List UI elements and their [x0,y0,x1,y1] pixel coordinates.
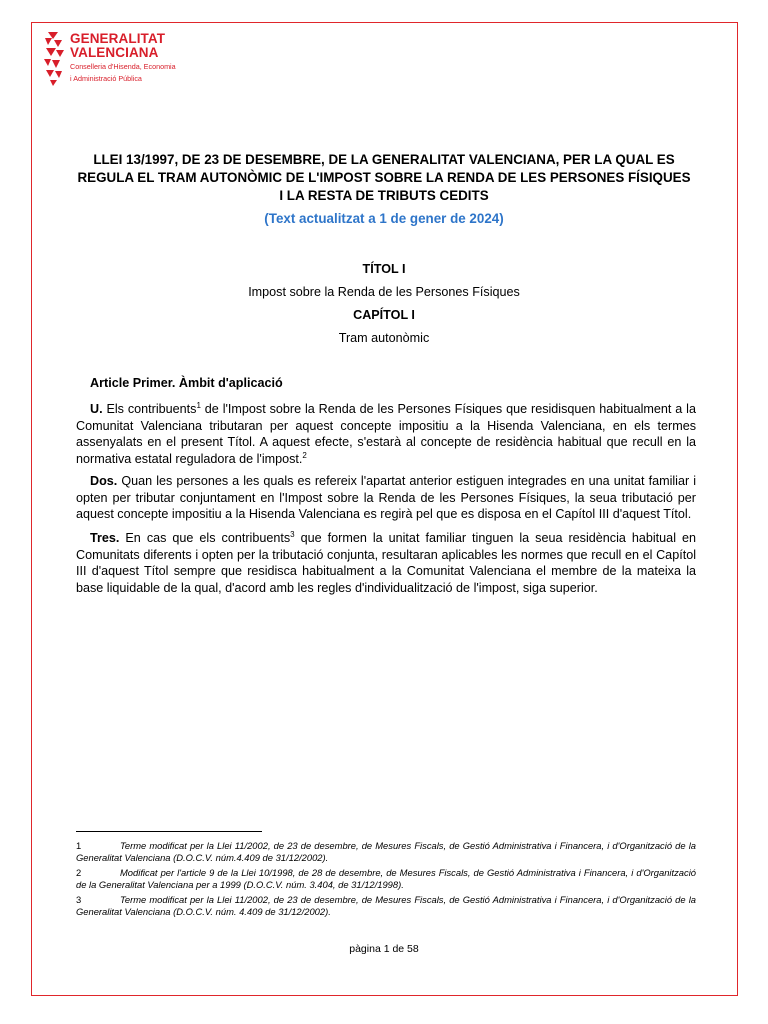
paragraph-tres [76,530,696,596]
org-name-line1: GENERALITAT [70,31,166,46]
footnote-ref[interactable]: 2 [302,450,307,460]
footnote-ref[interactable]: 3 [290,529,295,539]
paragraph-text: de l'Impost sobre la Renda de les Persones Físiques que residisquen habitualment a la Comunitat Valenciana tributaran per aquest concepte impositiu a la Hisenda Valenciana, en els termes assenyalats en el present Títol. A aquest efecte, s'estarà al concepte de residència habitual que recull en la normativa estatal reguladora de l'impost. [76,402,696,466]
paragraph-text: Quan les persones a les quals es refereix l'apartat anterior estiguen integrades en una unitat familiar i opten per tributar conjuntament en l'Impost sobre la Renda de les Persones Físiques, la seua tributació per aquest concepte impositiu a la Hisenda Valenciana es regirà pel que es disposa en el Capítol III d'aquest Títol. [76,474,696,521]
paragraph-label: U. [90,402,103,416]
footnote-number: 2 [76,867,82,878]
generalitat-emblem-icon [42,30,68,88]
heading-title-name: Impost sobre la Renda de les Persones Físiques [248,285,520,299]
heading-chapter: CAPÍTOL I [353,308,415,322]
footnote-2 [76,867,696,891]
heading-chapter-name: Tram autonòmic [338,331,430,345]
document-title: LLEI 13/1997, DE 23 DE DESEMBRE, DE LA GENERALITAT VALENCIANA, PER LA QUAL ES REGULA EL TRAM AUTONÒMIC DE L'IMPOST SOBRE LA RENDA DE LES PERSONES FÍSIQUES I LA RESTA DE TRIBUTS CEDITS [77,152,691,203]
document-subtitle: (Text actualitzat a 1 de gener de 2024) [264,211,504,226]
article-title: Article Primer. Àmbit d'aplicació [90,376,283,390]
heading-title: TÍTOL I [362,262,406,276]
paragraph-text: Els contribuents [102,402,197,416]
logo-text [70,32,176,83]
paragraph-label: Dos. [90,474,118,488]
dept-line1: Conselleria d'Hisenda, Economia [70,62,176,71]
dept-line2: i Administració Pública [70,73,142,83]
footnote-separator [76,831,262,832]
generalitat-logo [42,30,192,88]
footnote-text: Terme modificat per la Llei 11/2002, de 23 de desembre, de Mesures Fiscals, de Gestió Administrativa i Financera, i d'Organització de la Generalitat Valenciana (D.O.C.V. núm. 4.409 de 31/12/2002). [76,894,696,918]
org-name-line2: VALENCIANA [70,45,159,60]
footnote-1 [76,840,696,864]
footnote-number: 3 [76,894,82,905]
paragraph-dos [76,473,696,523]
footnote-text: Terme modificat per la Llei 11/2002, de 23 de desembre, de Mesures Fiscals, de Gestió Administrativa i Financera, i d'Organització de la Generalitat Valenciana (D.O.C.V. núm.4.409 de 31/12/2002). [76,840,696,864]
paragraph-text: que formen la unitat familiar tinguen la seua residència habitual en Comunitats diferents i opten per la tributació conjunta, resultaran aplicables les normes que recull en el Capítol III d'aquest Títol sempre que residisca habitualment a la Comunitat Valenciana el membre de la mateixa la base liquidable de la qual, d'acord amb les regles d'individualització de l'impost, siga superior. [76,531,696,595]
paragraph-label: Tres. [90,531,120,545]
footnote-ref[interactable]: 1 [196,400,201,410]
paragraph-u [76,401,696,467]
paragraph-text: En cas que els contribuents [119,531,291,545]
footnote-number: 1 [76,840,82,851]
page-number: pàgina 1 de 58 [349,943,419,955]
footnote-3 [76,894,696,918]
footnote-text: Modificat per l'article 9 de la Llei 10/1998, de 28 de desembre, de Mesures Fiscals, de Gestió Administrativa i Financera, i d'Organització de la Generalitat Valenciana per a 1999 (D.O.C.V. núm. 3.404, de 31/12/1998). [76,867,696,891]
